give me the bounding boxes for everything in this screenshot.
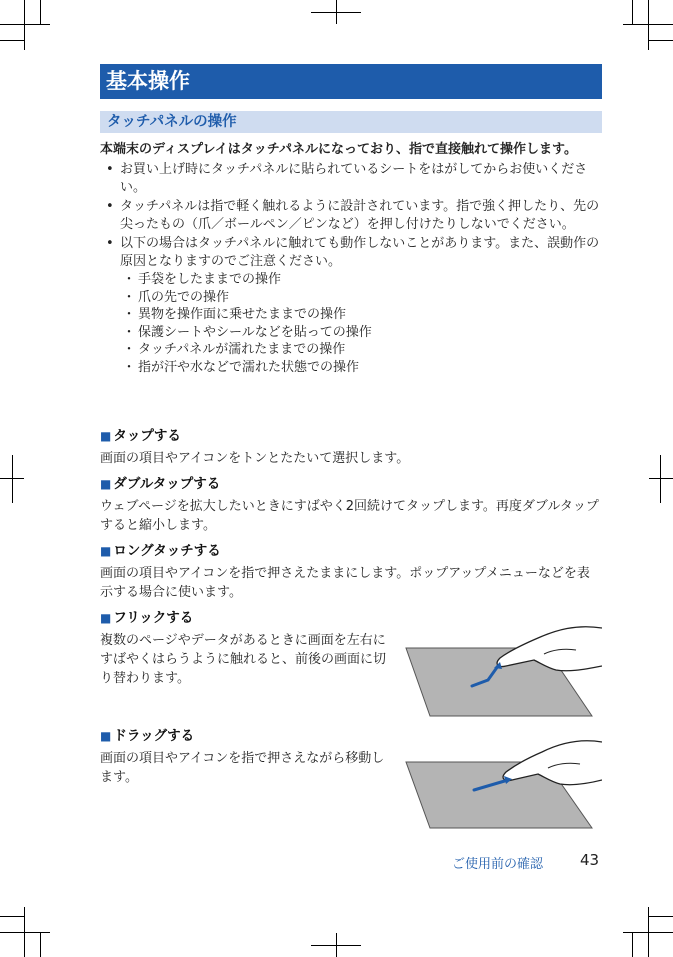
middot-icon: ・ xyxy=(122,307,136,322)
bullet-icon: • xyxy=(106,162,114,177)
op-heading xyxy=(100,427,602,445)
middot-icon: ・ xyxy=(122,359,136,375)
crop-mark xyxy=(0,916,24,917)
op-heading-text: ダブルタップする xyxy=(113,476,221,492)
sub-list-item xyxy=(120,359,602,377)
sub-list-item xyxy=(120,306,602,324)
square-icon: ■ xyxy=(100,429,112,443)
op-heading-text: タップする xyxy=(113,428,181,444)
flick-illustration xyxy=(396,620,602,720)
list-item-text: 以下の場合はタッチパネルに触れても動作しないことがあります。また、誤動作の原因となりますのでご注意ください。 xyxy=(120,236,600,269)
sub-list-item-text: 爪の先での操作 xyxy=(138,289,230,305)
bullet-icon: • xyxy=(106,199,114,214)
square-icon: ■ xyxy=(100,477,112,491)
op-description: 画面の項目やアイコンを指で押さえながら移動します。 xyxy=(100,751,385,785)
crop-mark xyxy=(660,455,661,503)
sub-list-item-text: 異物を操作面に乗せたままでの操作 xyxy=(138,307,347,322)
chapter-title: 基本操作 xyxy=(100,64,602,99)
crop-mark xyxy=(649,40,673,41)
square-icon: ■ xyxy=(100,544,112,558)
op-tap xyxy=(100,427,602,468)
crop-mark xyxy=(24,907,25,957)
crop-mark xyxy=(649,916,673,917)
sub-list-item xyxy=(120,341,602,359)
crop-mark xyxy=(0,24,50,25)
crop-mark xyxy=(40,0,41,24)
list-item xyxy=(100,198,602,234)
list-item xyxy=(100,161,602,197)
middot-icon: ・ xyxy=(122,342,136,357)
page-number: 43 xyxy=(580,851,600,869)
crop-mark xyxy=(648,0,649,50)
op-heading xyxy=(100,475,602,493)
crop-mark xyxy=(649,478,673,479)
crop-mark xyxy=(632,0,633,24)
sub-list xyxy=(120,271,602,376)
op-heading-text: フリックする xyxy=(113,610,194,626)
sub-list-item xyxy=(120,271,602,289)
crop-mark xyxy=(0,40,24,41)
sub-list-item-text: タッチパネルが濡れたままでの操作 xyxy=(138,342,346,357)
middot-icon: ・ xyxy=(122,272,136,287)
page-content xyxy=(100,64,602,377)
sub-list-item-text: 保護シートやシールなどを貼っての操作 xyxy=(138,324,372,340)
caution-list xyxy=(100,161,602,376)
drag-illustration xyxy=(396,736,602,832)
footer-chapter-label: ご使用前の確認 xyxy=(452,857,544,872)
bullet-icon: • xyxy=(106,236,114,251)
crop-mark xyxy=(0,932,50,933)
intro-text: 本端末のディスプレイはタッチパネルになっており、指で直接触れて操作します。 xyxy=(100,142,577,157)
list-item-text: お買い上げ時にタッチパネルに貼られているシートをはがしてからお使いください。 xyxy=(120,162,588,195)
crop-mark xyxy=(648,907,649,957)
op-double-tap xyxy=(100,475,602,535)
op-description: 画面の項目やアイコンをトンとたたいて選択します。 xyxy=(100,451,410,466)
sub-list-item-text: 手袋をしたままでの操作 xyxy=(138,272,282,287)
op-description: ウェブページを拡大したいときにすばやく2回続けてタップします。再度ダブルタップすると縮小します。 xyxy=(100,499,599,533)
op-heading-text: ロングタッチする xyxy=(113,543,221,559)
sub-list-item xyxy=(120,324,602,342)
op-description: 複数のページやデータがあるときに画面を左右にすばやくはらうように触れると、前後の画面に切り替わります。 xyxy=(100,633,387,686)
crop-mark xyxy=(336,0,337,24)
op-heading-text: ドラッグする xyxy=(113,728,195,744)
op-heading xyxy=(100,542,602,560)
list-item xyxy=(100,235,602,376)
middot-icon: ・ xyxy=(122,324,136,340)
op-long-touch xyxy=(100,542,602,602)
list-item-text: タッチパネルは指で軽く触れるように設計されています。指で強く押したり、先の尖ったもの（爪／ボールペン／ピンなど）を押し付けたりしないでください。 xyxy=(120,199,600,232)
crop-mark xyxy=(40,933,41,957)
square-icon: ■ xyxy=(100,611,112,625)
square-icon: ■ xyxy=(100,729,112,743)
sub-list-item-text: 指が汗や水などで濡れた状態での操作 xyxy=(138,359,360,375)
sub-list-item xyxy=(120,289,602,307)
crop-mark xyxy=(24,0,25,50)
crop-mark xyxy=(336,933,337,957)
section-title: タッチパネルの操作 xyxy=(100,111,602,133)
op-description: 画面の項目やアイコンを指で押さえたままにします。ポップアップメニューなどを表示する場合に使います。 xyxy=(100,566,590,600)
crop-mark xyxy=(12,455,13,503)
crop-mark xyxy=(632,933,633,957)
middot-icon: ・ xyxy=(122,289,136,305)
